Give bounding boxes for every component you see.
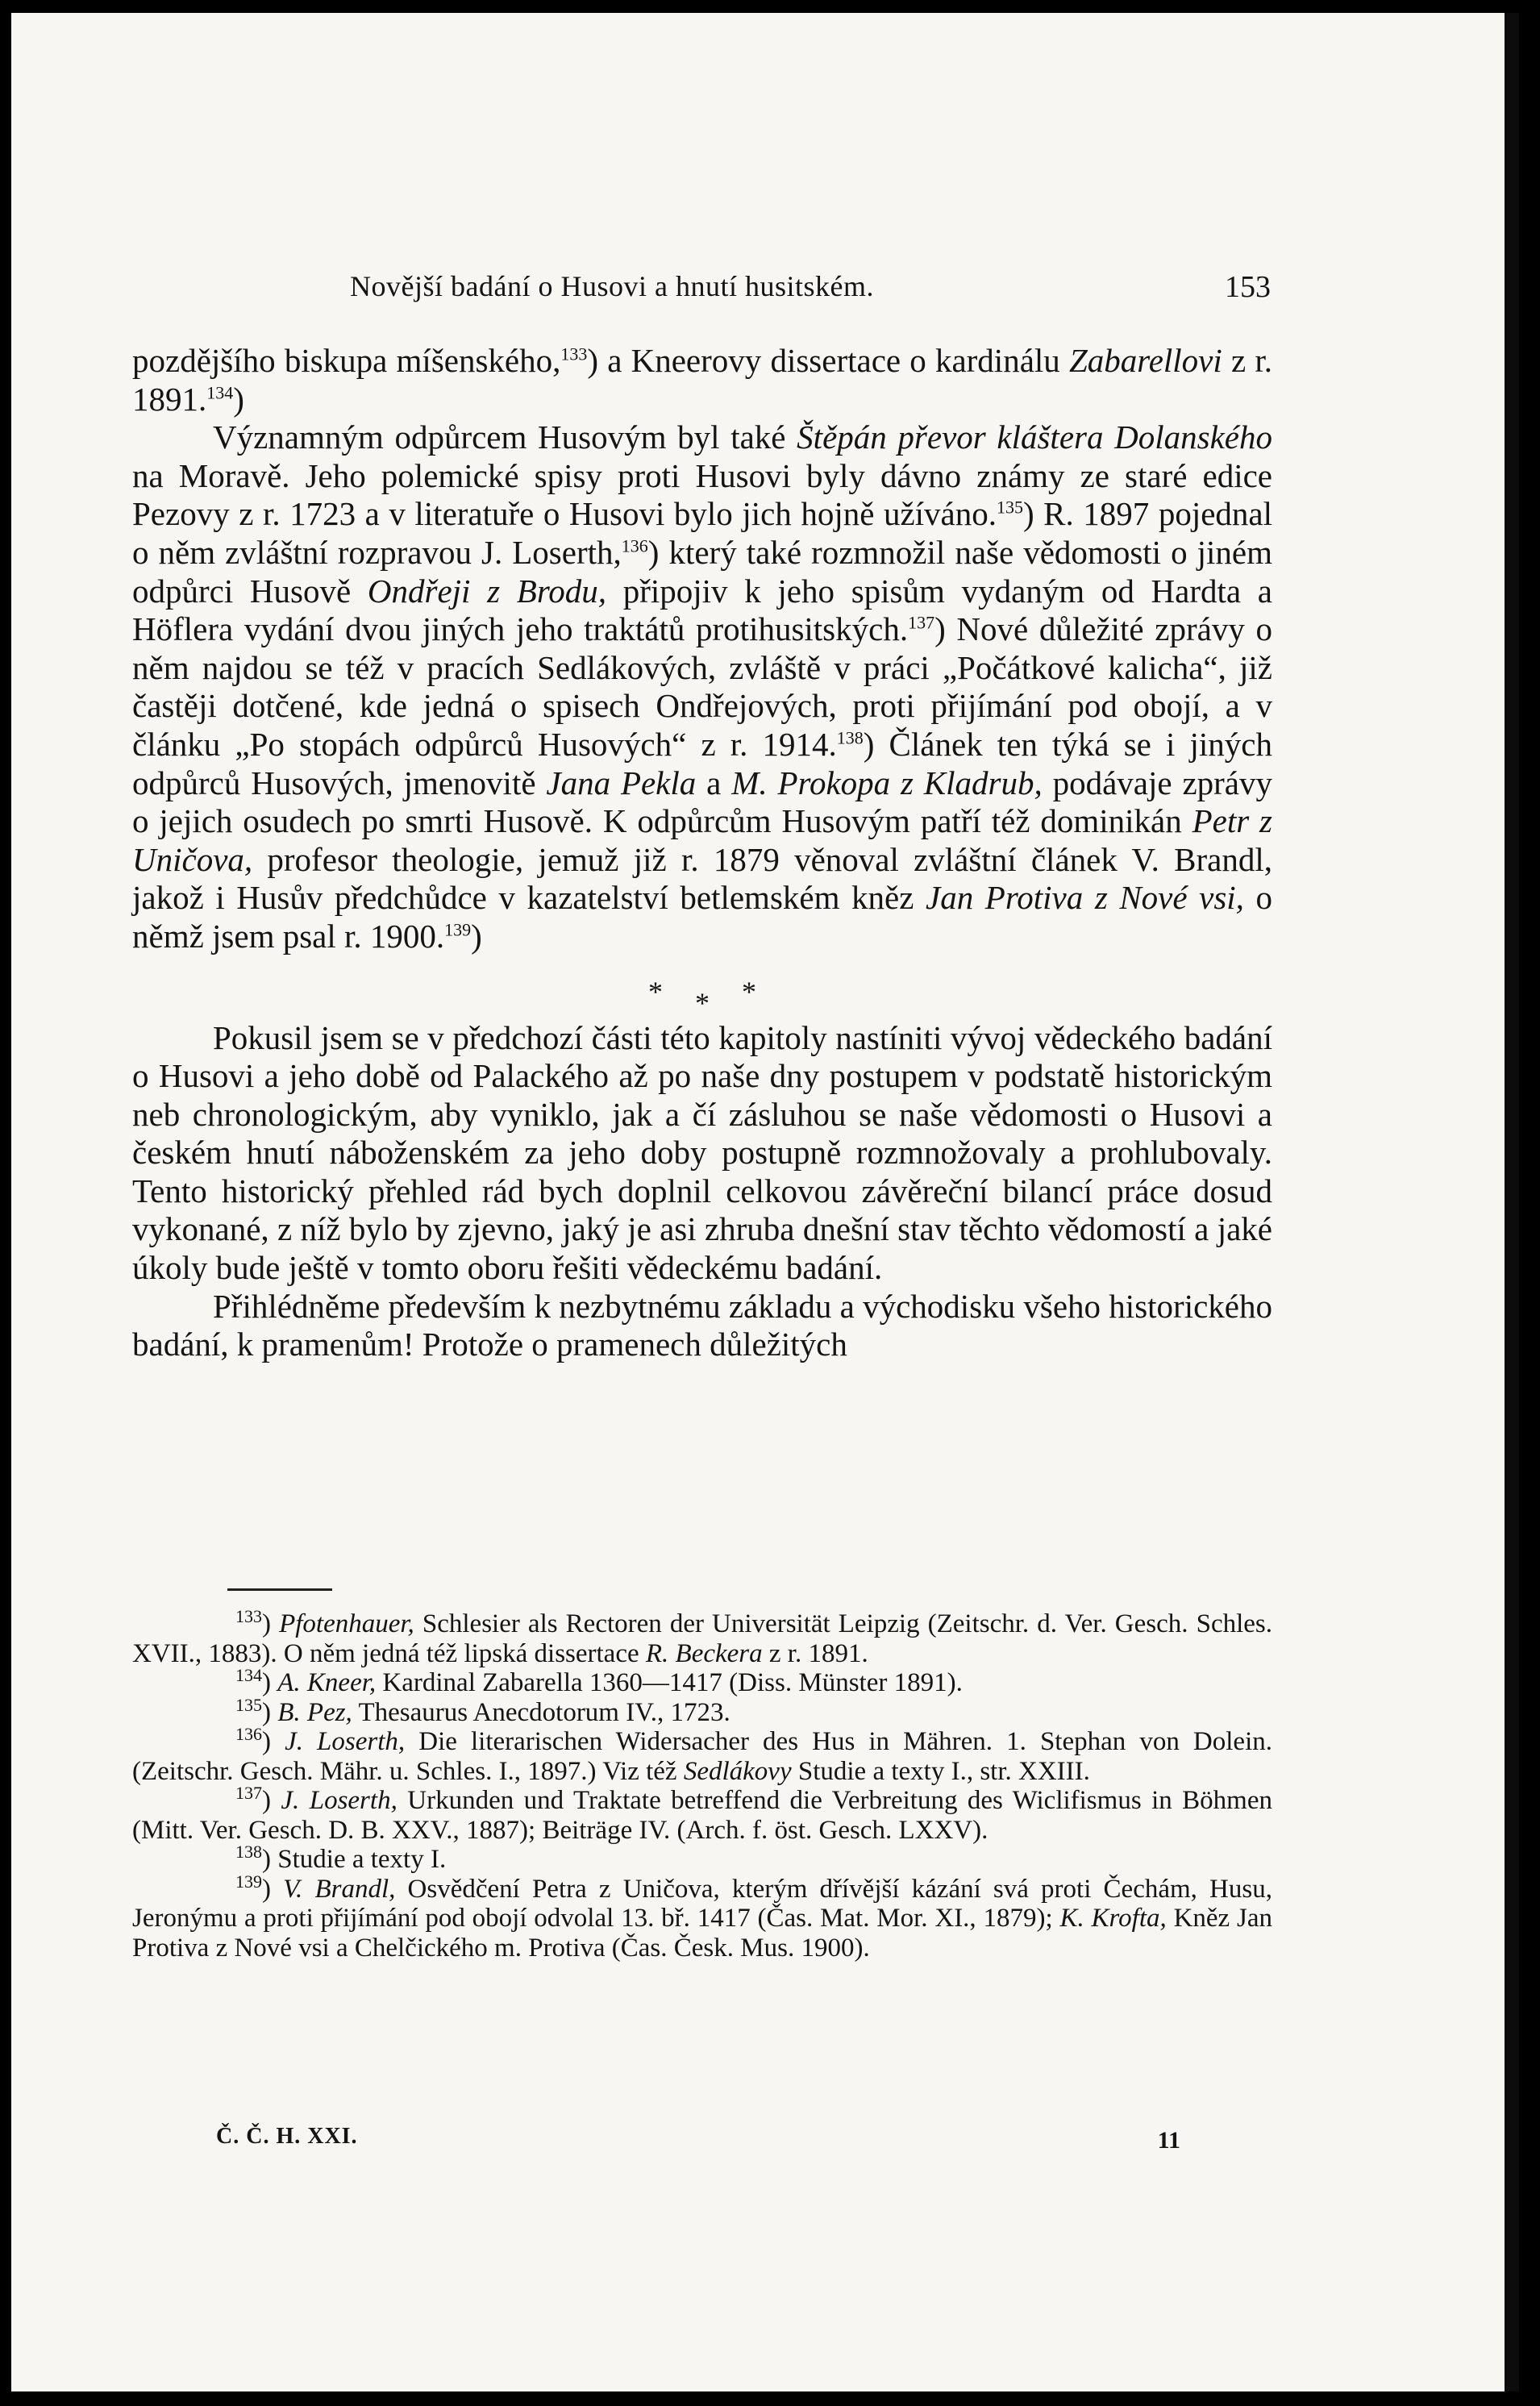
footnote-number: 133	[235, 1606, 262, 1626]
paragraph-4: Přihlédněme především k nezbytnému základu a východisku všeho historického badání, k pramenům! Protože o pramenech důležitých	[132, 1287, 1272, 1363]
page-number: 153	[1225, 270, 1271, 304]
footnote-133: $^{133}$) Pfotenhauer, Schlesier als Rectoren der Universität Leipzig (Zeitschr. d. Ver. Gesch. Schles. XVII., 1883). O něm jedná též lipská dissertace R. Beckera z r. 1891.	[132, 1606, 1272, 1668]
italic-text: B. Pez,	[277, 1697, 352, 1727]
text: na Moravě. Jeho polemické spisy proti Husovi byly dávno známy ze staré edice Pezovy z r. 1723 a v literatuře o Husovi bylo jich hojně užíváno.	[132, 456, 1272, 533]
asterisk: *	[695, 986, 742, 1019]
footnote-number: 135	[235, 1694, 262, 1715]
footnote-number: 134	[235, 1665, 262, 1685]
footnote-ref: 133	[560, 343, 588, 364]
text: z r. 1891.	[132, 342, 1272, 418]
italic-text: Jan Protiva z Nové vsi,	[926, 879, 1244, 917]
text: Osvědčení Petra z Uničova, kterým dřívější kázání svá proti Čechám, Husu, Jeronýmu a proti přijímání pod obojí odvolal 13. bř. 1417 (Čas. Mat. Mor. XI., 1879);	[132, 1874, 1272, 1933]
text: podávaje zprávy o jejich osudech po smrti Husově. K odpůrcům Husovým patří též dominikán	[132, 764, 1272, 840]
italic-text: Sedlákovy	[683, 1756, 792, 1786]
italic-text: Petr z Uničova,	[132, 802, 1273, 878]
italic-text: Zabarellovi	[1068, 342, 1222, 379]
italic-text: A. Kneer,	[277, 1668, 377, 1697]
text: Kardinal Zabarella 1360—1417 (Diss. Münster 1891).	[376, 1668, 963, 1697]
page-footer	[216, 2124, 1180, 2156]
journal-signature: Č. Č. H. XXI.	[216, 2124, 358, 2149]
text: ) který také rozmnožil naše vědomosti o jiném odpůrci Husově	[132, 533, 1273, 610]
text: z r. 1891.	[762, 1638, 868, 1668]
text: Studie a texty I., str. XXIII.	[791, 1756, 1090, 1786]
text: Urkunden und Traktate betreffend die Verbreitung des Wiclifismus in Böhmen (Mitt. Ver. Gesch. D. B. XXV., 1887); Beiträge IV. (Arch. f. öst. Gesch. LXXV).	[132, 1786, 1272, 1845]
footnote-number: 138	[235, 1842, 262, 1862]
text: Kněz Jan Protiva z Nové vsi a Chelčického m. Protiva (Čas. Česk. Mus. 1900).	[132, 1904, 1273, 1963]
footnote-ref: 138	[836, 727, 864, 748]
asterisk: *	[648, 975, 695, 1008]
paragraph-1	[132, 342, 1272, 418]
text: ) R. 1897 pojednal o něm zvláštní rozpravou J. Loserth,	[132, 495, 1272, 571]
text: Schlesier als Rectoren der Universität Leipzig (Zeitschr. d. Ver. Gesch. Schles. XVII., 1883). O něm jedná též lipská dissertace	[132, 1609, 1272, 1668]
italic-text: Ondřeji z Brodu,	[367, 572, 607, 610]
italic-text: Pfotenhauer,	[279, 1609, 414, 1638]
footnote-ref: 135	[996, 497, 1023, 518]
footnote-divider	[227, 1588, 332, 1591]
italic-text: R. Beckera	[645, 1638, 763, 1668]
scan-edge	[1505, 13, 1519, 2391]
text: ) a Kneerovy dissertace o kardinálu	[587, 342, 1069, 379]
italic-text: Štěpán převor kláštera Dolanského	[797, 418, 1272, 456]
text: profesor theologie, jemuž již r. 1879 věnoval zvláštní článek V. Brandl, jakož i Husův předchůdce v kazatelství betlemském kněz	[132, 840, 1272, 917]
asterisk: *	[742, 975, 789, 1008]
footnote-number: 137	[235, 1783, 262, 1803]
footnote-138: $^{138}$) Studie a texty I.	[235, 1842, 447, 1874]
text: pozdějšího biskupa míšenského,	[132, 342, 561, 379]
footnote-number: 136	[235, 1724, 262, 1744]
italic-text: Jana Pekla	[546, 764, 697, 801]
footnote-ref: 139	[444, 919, 472, 940]
page-header	[350, 269, 1271, 311]
text: Významným odpůrcem Husovým byl také	[213, 418, 797, 456]
footnote-134: $^{134}$) A. Kneer, Kardinal Zabarella 1360—1417 (Diss. Münster 1891).	[235, 1665, 963, 1697]
paragraph-2	[132, 418, 1272, 955]
running-title: Novější badání o Husovi a hnutí husitském.	[350, 270, 874, 302]
footnote-137: $^{137}$) J. Loserth, Urkunden und Traktate betreffend die Verbreitung des Wiclifismus in Böhmen (Mitt. Ver. Gesch. D. B. XXV., 1887); Beiträge IV. (Arch. f. öst. Gesch. LXXV).	[132, 1783, 1272, 1845]
footnote-number: 139	[235, 1871, 262, 1892]
text: ) Nové důležité zprávy o něm najdou se též v pracích Sedlákových, zvláště v práci „Počátkové kalicha“, již častěji dotčené, kde jedná o spisech Ondřejových, proti přijímání pod obojí, a v článku „Po stopách odpůrců Husových“ z r. 1914.	[132, 610, 1272, 763]
text: ) Článek ten týká se i jiných odpůrců Husových, jmenovitě	[132, 725, 1272, 801]
text: Die literarischen Widersacher des Hus in Mähren. 1. Stephan von Dolein. (Zeitschr. Gesch. Mähr. u. Schles. I., 1897.) Viz též	[132, 1727, 1272, 1786]
section-separator	[132, 975, 1272, 1019]
footnotes	[132, 1606, 1273, 1963]
footnote-135: $^{135}$) B. Pez, Thesaurus Anecdotorum IV., 1723.	[235, 1694, 730, 1727]
paragraph-3: Pokusil jsem se v předchozí části této kapitoly nastíniti vývoj vědeckého badání o Husovi a jeho době od Palackého až po naše dny postupem v podstatě historickým neb chronologickým, aby vyniklo, jak a čí zásluhou se naše vědomosti o Husovi a českém hnutí náboženském za jeho doby postupně rozmnožovaly a prohlubovaly. Tento historický přehled rád bych doplnil celkovou závěreční bilancí práce dosud vykonané, z níž bylo by zjevno, jaký je asi zhruba dnešní stav těchto vědomostí a jaké úkoly bude ještě v tomto oboru řešiti vědeckému badání.	[132, 1018, 1272, 1287]
italic-text: K. Krofta,	[1059, 1904, 1167, 1933]
text: )	[233, 380, 244, 418]
footnote-ref: 137	[908, 612, 935, 633]
text: Studie a texty I.	[271, 1845, 447, 1874]
text: Thesaurus Anecdotorum IV., 1723.	[352, 1697, 730, 1727]
italic-text: J. Loserth,	[281, 1786, 397, 1815]
text: o němž jsem psal r. 1900.	[132, 879, 1273, 955]
text: )	[471, 917, 482, 955]
footnote-136: $^{136}$) J. Loserth, Die literarischen Widersacher des Hus in Mähren. 1. Stephan von Dolein. (Zeitschr. Gesch. Mähr. u. Schles. I., 1897.) Viz též Sedlákovy Studie a texty I., str. XXIII.	[132, 1724, 1272, 1786]
text: a	[696, 764, 732, 801]
signature-number: 11	[1157, 2127, 1180, 2154]
footnote-139: $^{139}$) V. Brandl, Osvědčení Petra z Uničova, kterým dřívější kázání svá proti Čechám, Husu, Jeronýmu a proti přijímání pod obojí odvolal 13. bř. 1417 (Čas. Mat. Mor. XI., 1879); K. Krofta, Kněz Jan Protiva z Nové vsi a Chelčického m. Protiva (Čas. Česk. Mus. 1900).	[132, 1871, 1273, 1963]
text: připojiv k jeho spisům vydaným od Hardta a Höflera vydání dvou jiných jeho traktátů protihusitských.	[132, 572, 1272, 648]
footnote-ref: 134	[206, 381, 234, 402]
italic-text: V. Brandl,	[283, 1874, 396, 1904]
main-text	[132, 342, 1272, 1364]
footnote-ref: 136	[621, 535, 648, 556]
italic-text: J. Loserth,	[285, 1727, 406, 1756]
italic-text: M. Prokopa z Kladrub,	[731, 764, 1043, 801]
book-page	[11, 13, 1505, 2391]
